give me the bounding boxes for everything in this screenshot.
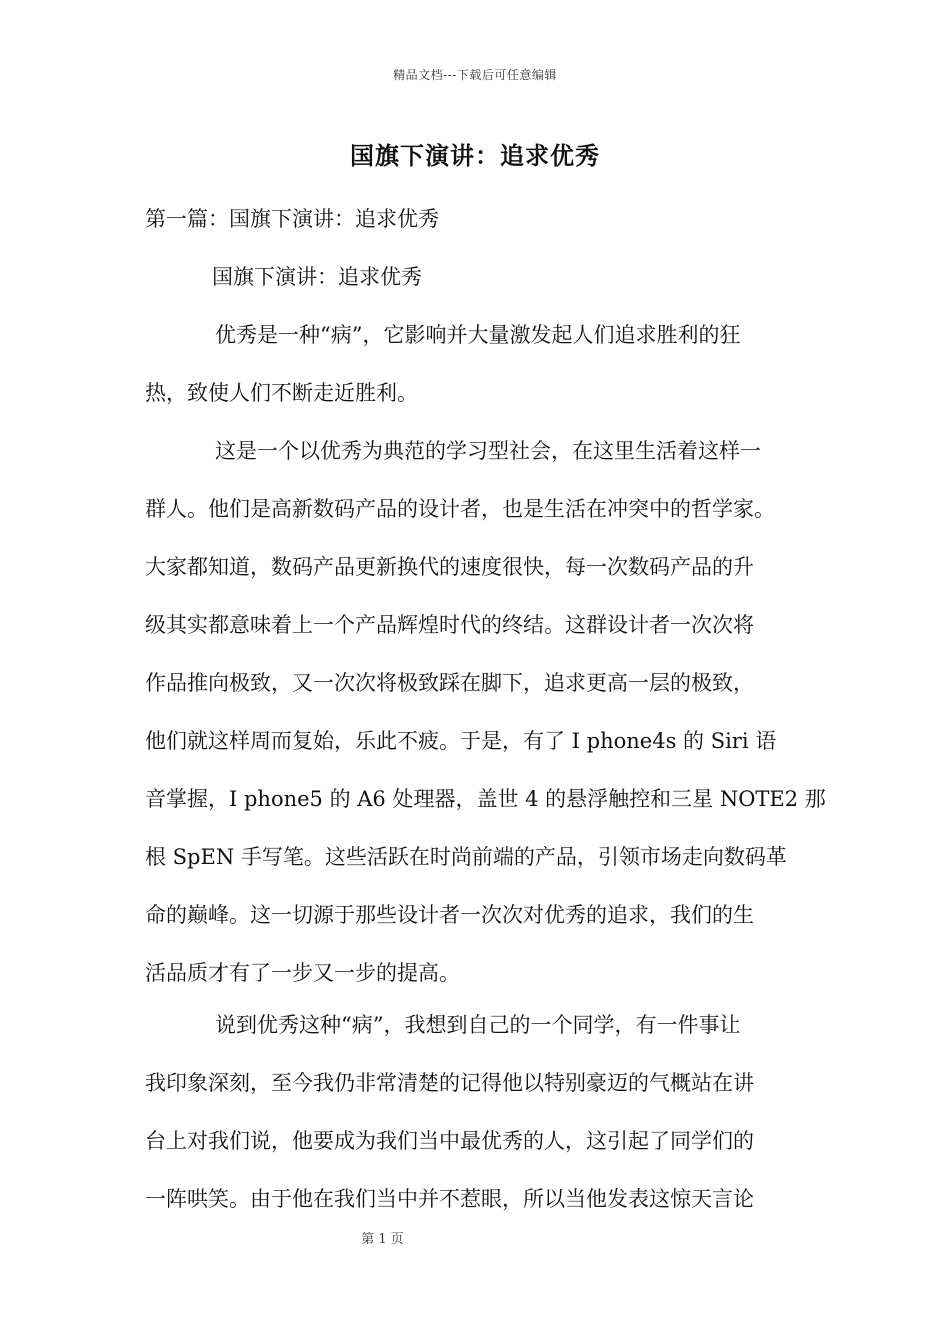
text-line: 根 SpEN 手写笔。这些活跃在时尚前端的产品，引领市场走向数码革 (145, 845, 787, 869)
text-line: 他们就这样周而复始，乐此不疲。于是，有了 I phone4s 的 Siri 语 (145, 729, 777, 753)
text-line: 优秀是一种“病”，它影响并大量激发起人们追求胜利的狂 (215, 323, 741, 347)
paragraph-designers (145, 437, 826, 1017)
paragraph-classmate (145, 1011, 807, 1243)
text-line: 一阵哄笑。由于他在我们当中并不惹眼，所以当他发表这惊天言论 (145, 1187, 754, 1211)
text-line: 这是一个以优秀为典范的学习型社会，在这里生活着这样一 (215, 439, 761, 463)
paragraph-subtitle (212, 263, 874, 321)
paragraph-intro (145, 321, 807, 437)
text-line: 大家都知道，数码产品更新换代的速度很快，每一次数码产品的升 (145, 555, 754, 579)
text-line: 我印象深刻，至今我仍非常清楚的记得他以特别豪迈的气概站在讲 (145, 1071, 754, 1095)
page-header: 精品文档---下载后可任意编辑 (393, 68, 557, 82)
text-line: 活品质才有了一步又一步的提高。 (145, 961, 460, 985)
document-title: 国旗下演讲：追求优秀 (350, 141, 600, 170)
text-line: 级其实都意味着上一个产品辉煌时代的终结。这群设计者一次次将 (145, 613, 754, 637)
text-line: 说到优秀这种“病”，我想到自己的一个同学，有一件事让 (215, 1013, 741, 1037)
paragraph-section-heading (145, 205, 807, 263)
text-line: 音掌握，I phone5 的 A6 处理器，盖世 4 的悬浮触控和三星 NOTE2 那 (145, 787, 826, 811)
text-line: 第一篇：国旗下演讲：追求优秀 (145, 207, 439, 231)
text-line: 群人。他们是高新数码产品的设计者，也是生活在冲突中的哲学家。 (145, 497, 775, 521)
page-number: 第 1 页 (361, 1232, 404, 1247)
text-line: 命的巅峰。这一切源于那些设计者一次次对优秀的追求，我们的生 (145, 903, 754, 927)
text-line: 台上对我们说，他要成为我们当中最优秀的人，这引起了同学们的 (145, 1129, 754, 1153)
text-line: 作品推向极致，又一次次将极致踩在脚下，追求更高一层的极致， (145, 671, 754, 695)
text-line: 国旗下演讲：追求优秀 (212, 265, 422, 289)
text-line: 热，致使人们不断走近胜利。 (145, 381, 418, 405)
